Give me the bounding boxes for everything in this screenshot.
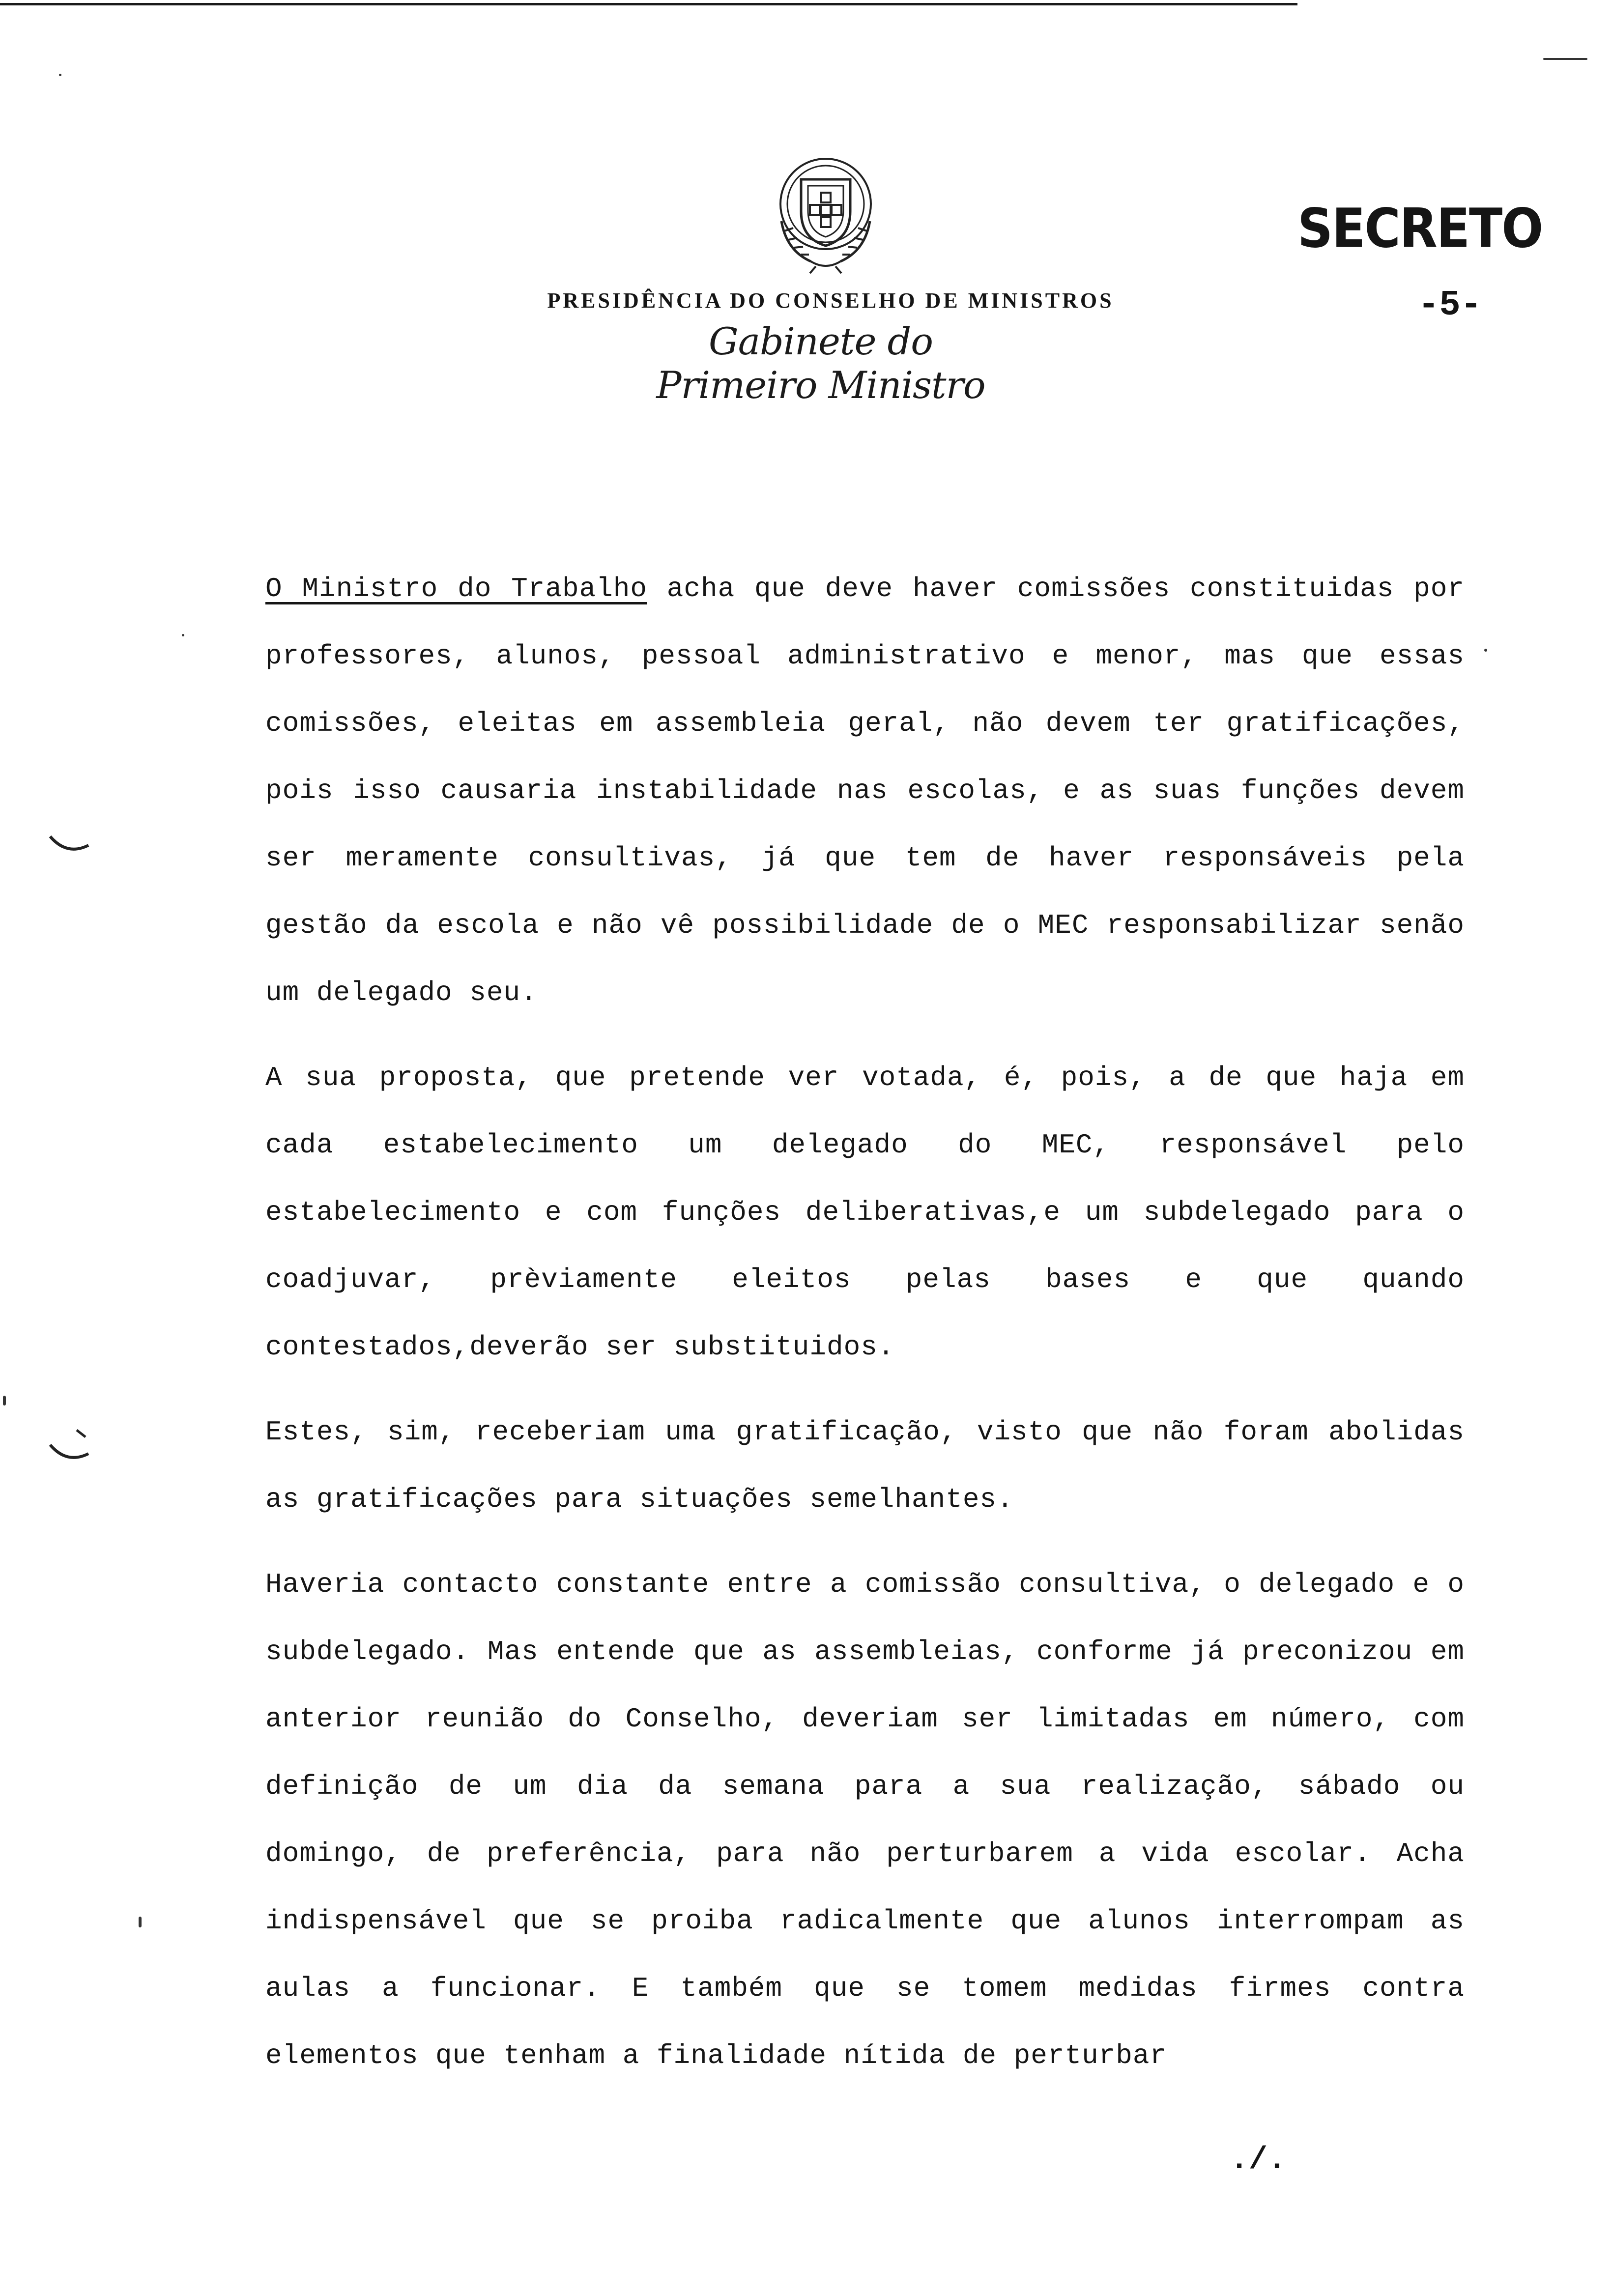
continuation-mark: ./.	[1230, 2143, 1287, 2178]
scan-speck	[182, 634, 184, 636]
coat-of-arms-icon	[767, 152, 885, 275]
institution-heading: PRESIDÊNCIA DO CONSELHO DE MINISTROS	[547, 288, 1114, 313]
minutes-body	[265, 555, 1465, 2107]
speaker-name: O Ministro do Trabalho	[265, 573, 647, 604]
paragraph-1	[265, 555, 1465, 1027]
scan-speck	[59, 74, 61, 76]
paragraph-2: A sua proposta, que pretende ver votada, é, pois, a de que haja em cada estabelecimento um delegado do MEC, responsável pelo estabelecimento e com funções deliberativas,e um subdelegado para o coadjuvar, prèviamente eleitos pelas bases e que quando contestados,deverão ser substituidos.	[265, 1062, 1465, 1363]
page-number: -5-	[1418, 285, 1482, 325]
binding-hole-mark	[47, 1425, 91, 1469]
office-subheading: Gabinete do Primeiro Ministro	[656, 319, 985, 407]
paragraph-4: Haveria contacto constante entre a comissão consultiva, o delegado e o subdelegado. Mas entende que as assembleias, conforme já preconizou em anterior reunião do Conselho, deveriam ser limitadas em número, com definição de um dia da semana para a sua realização, sábado ou domingo, de preferência, para não perturbarem a vida escolar. Acha indispensável que se proiba radicalmente que alunos interrompam as aulas a funcionar. E também que se tomem medidas firmes contra elementos que tenham a finalidade nítida de perturbar	[265, 1569, 1465, 2071]
top-edge-line	[0, 3, 1297, 5]
scan-speck	[1484, 649, 1487, 652]
scan-speck	[139, 1917, 142, 1927]
binding-hole-mark	[47, 831, 91, 860]
paragraph-1-text: acha que deve haver comissões constituidas por professores, alunos, pessoal administrativo e menor, mas que essas comissões, eleitas em assembleia geral, não devem ter gratificações, pois isso causaria instabilidade nas escolas, e as suas funções devem ser meramente consultivas, já que tem de haver responsáveis pela gestão da escola e não vê possibilidade de o MEC responsabilizar senão um delegado seu.	[265, 573, 1465, 1008]
paragraph-3: Estes, sim, receberiam uma gratificação, visto que não foram abolidas as gratificações para situações semelhantes.	[265, 1416, 1465, 1515]
scan-speck	[1543, 58, 1587, 60]
classification-stamp: SECRETO	[1297, 197, 1543, 260]
scan-speck	[3, 1396, 6, 1406]
